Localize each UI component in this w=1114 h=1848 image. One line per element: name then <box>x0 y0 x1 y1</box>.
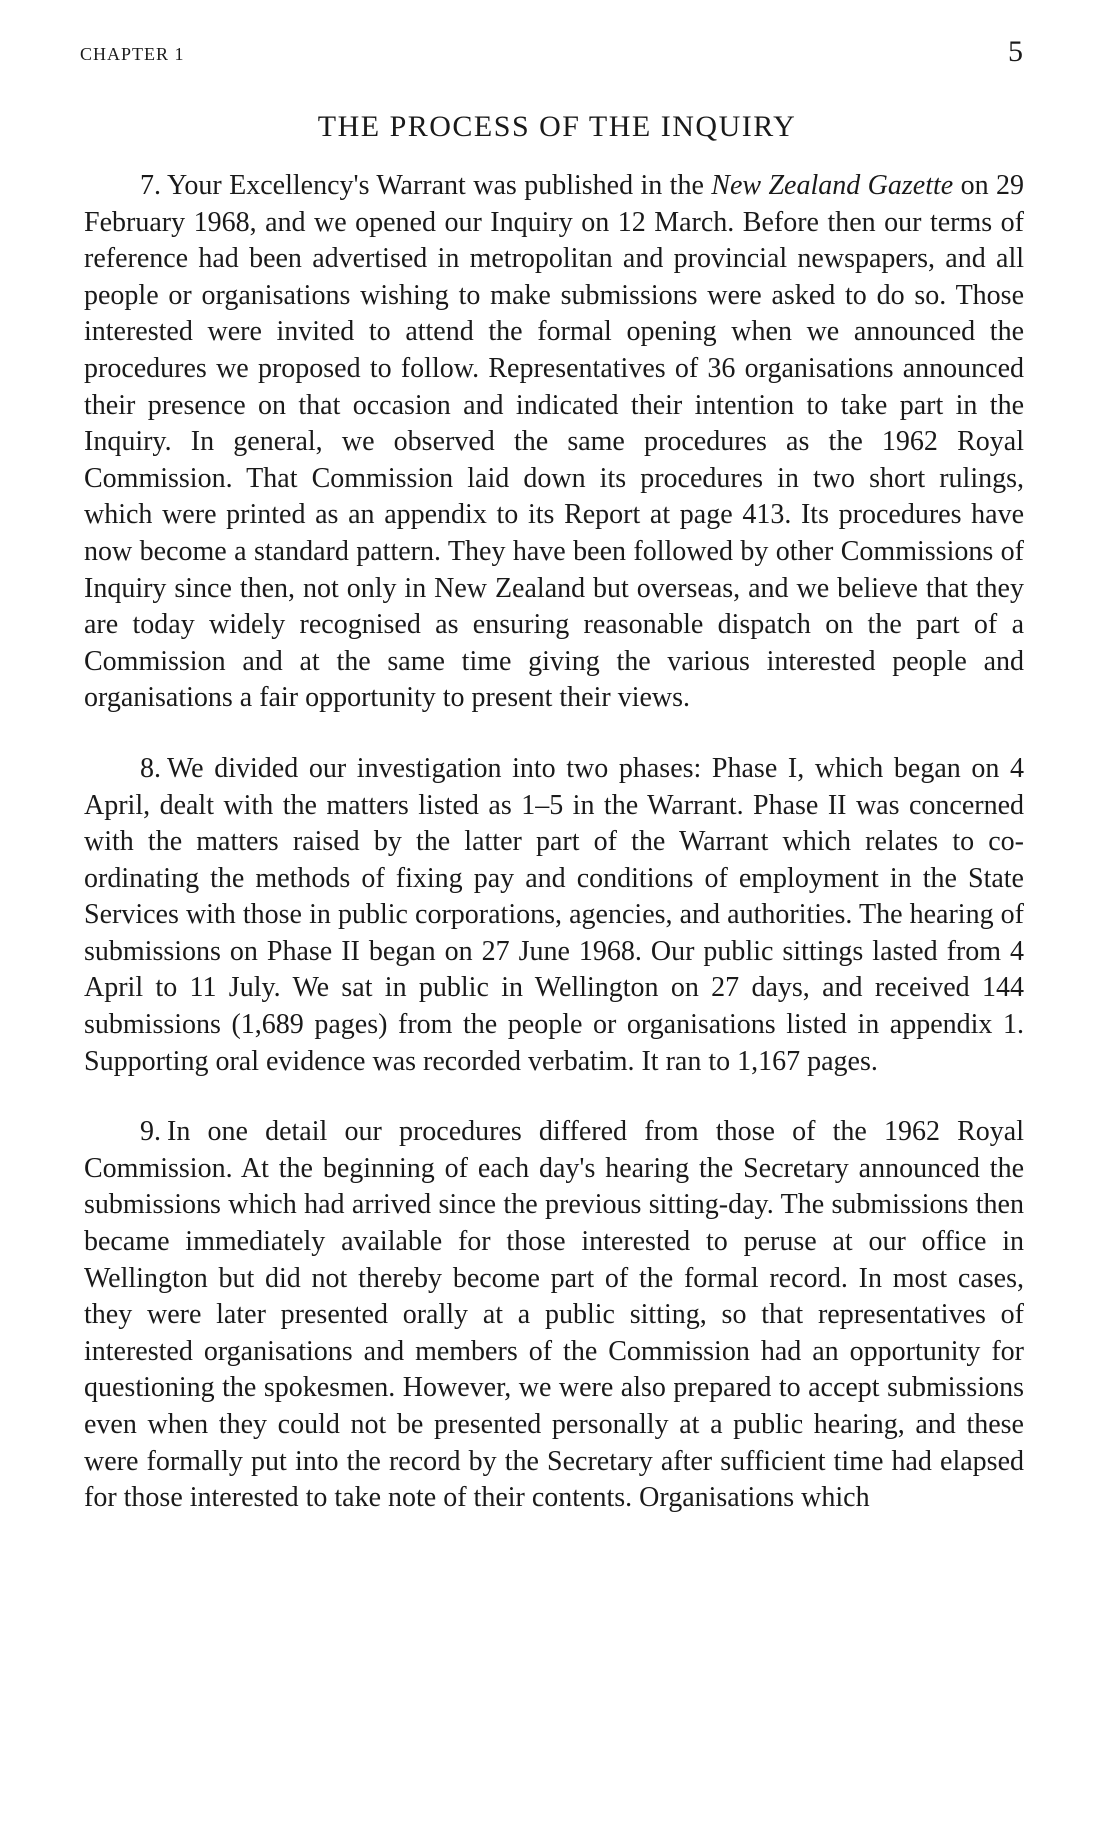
page-number: 5 <box>1008 35 1023 68</box>
paragraph-number: 7. <box>140 170 161 201</box>
paragraph-number: 8. <box>140 752 161 784</box>
paragraph-text: We divided our investigation into two phases: Phase I, which began on 4 April, dealt with the matters listed as 1–5 in the Warrant. Phase II was concerned with the matters raised by the latter part of the Warrant which relates to co-ordinating the methods of fixing pay and conditions of employment in the State Services with those in public corporations, agencies, and authorities. The hearing of submissions on Phase II began on 27 June 1968. Our public sittings lasted from 4 April to 11 July. We sat in public in Wellington on 27 days, and received 144 submissions (1,689 pages) from the people or organisations listed in appendix 1. Supporting oral evidence was recorded verbatim. It ran to 1,167 pages. <box>84 752 1024 1077</box>
paragraph-7 <box>84 168 1024 717</box>
paragraph-text: on 29 February 1968, and we opened our Inquiry on 12 March. Before then our terms of reference had been advertised in metropolitan and provincial newspapers, and all people or organisations wishing to make submissions were asked to do so. Those interested were invited to attend the formal opening when we announced the procedures we proposed to follow. Representatives of 36 organisations announced their presence on that occasion and indicated their intention to take part in the Inquiry. In general, we observed the same procedures as the 1962 Royal Commission. That Commission laid down its procedures in two short rulings, which were printed as an appendix to its Report at page 413. Its procedures have now become a standard pattern. They have been followed by other Commissions of Inquiry since then, not only in New Zealand but overseas, and we believe that they are today widely recognised as ensuring reasonable dispatch on the part of a Commission and at the same time giving the various interested people and organisations a fair opportunity to present their views. <box>84 170 1024 714</box>
paragraph-9 <box>84 1114 1024 1517</box>
paragraph-text: In one detail our procedures differed from those of the 1962 Royal Commission. At the beginning of each day's hearing the Secretary announced the submissions which had arrived since the previous sitting-day. The submissions then became immediately available for those interested to peruse at our office in Wellington but did not thereby become part of the formal record. In most cases, they were later presented orally at a public sitting, so that representatives of interested organisations and members of the Commission had an opportunity for questioning the spokesmen. However, we were also prepared to accept submissions even when they could not be presented personally at a public hearing, and these were formally put into the record by the Secretary after sufficient time had elapsed for those interested to take note of their contents. Organisations which <box>84 1116 1024 1514</box>
chapter-label: CHAPTER 1 <box>80 44 185 64</box>
body-text <box>84 168 1024 1517</box>
paragraph-number: 9. <box>140 1116 161 1148</box>
paragraph-8 <box>84 751 1024 1080</box>
section-title: THE PROCESS OF THE INQUIRY <box>317 110 797 143</box>
gazette-title: New Zealand Gazette <box>711 170 954 201</box>
paragraph-text: Your Excellency's Warrant was published in the <box>167 170 704 201</box>
running-head <box>80 35 1023 78</box>
